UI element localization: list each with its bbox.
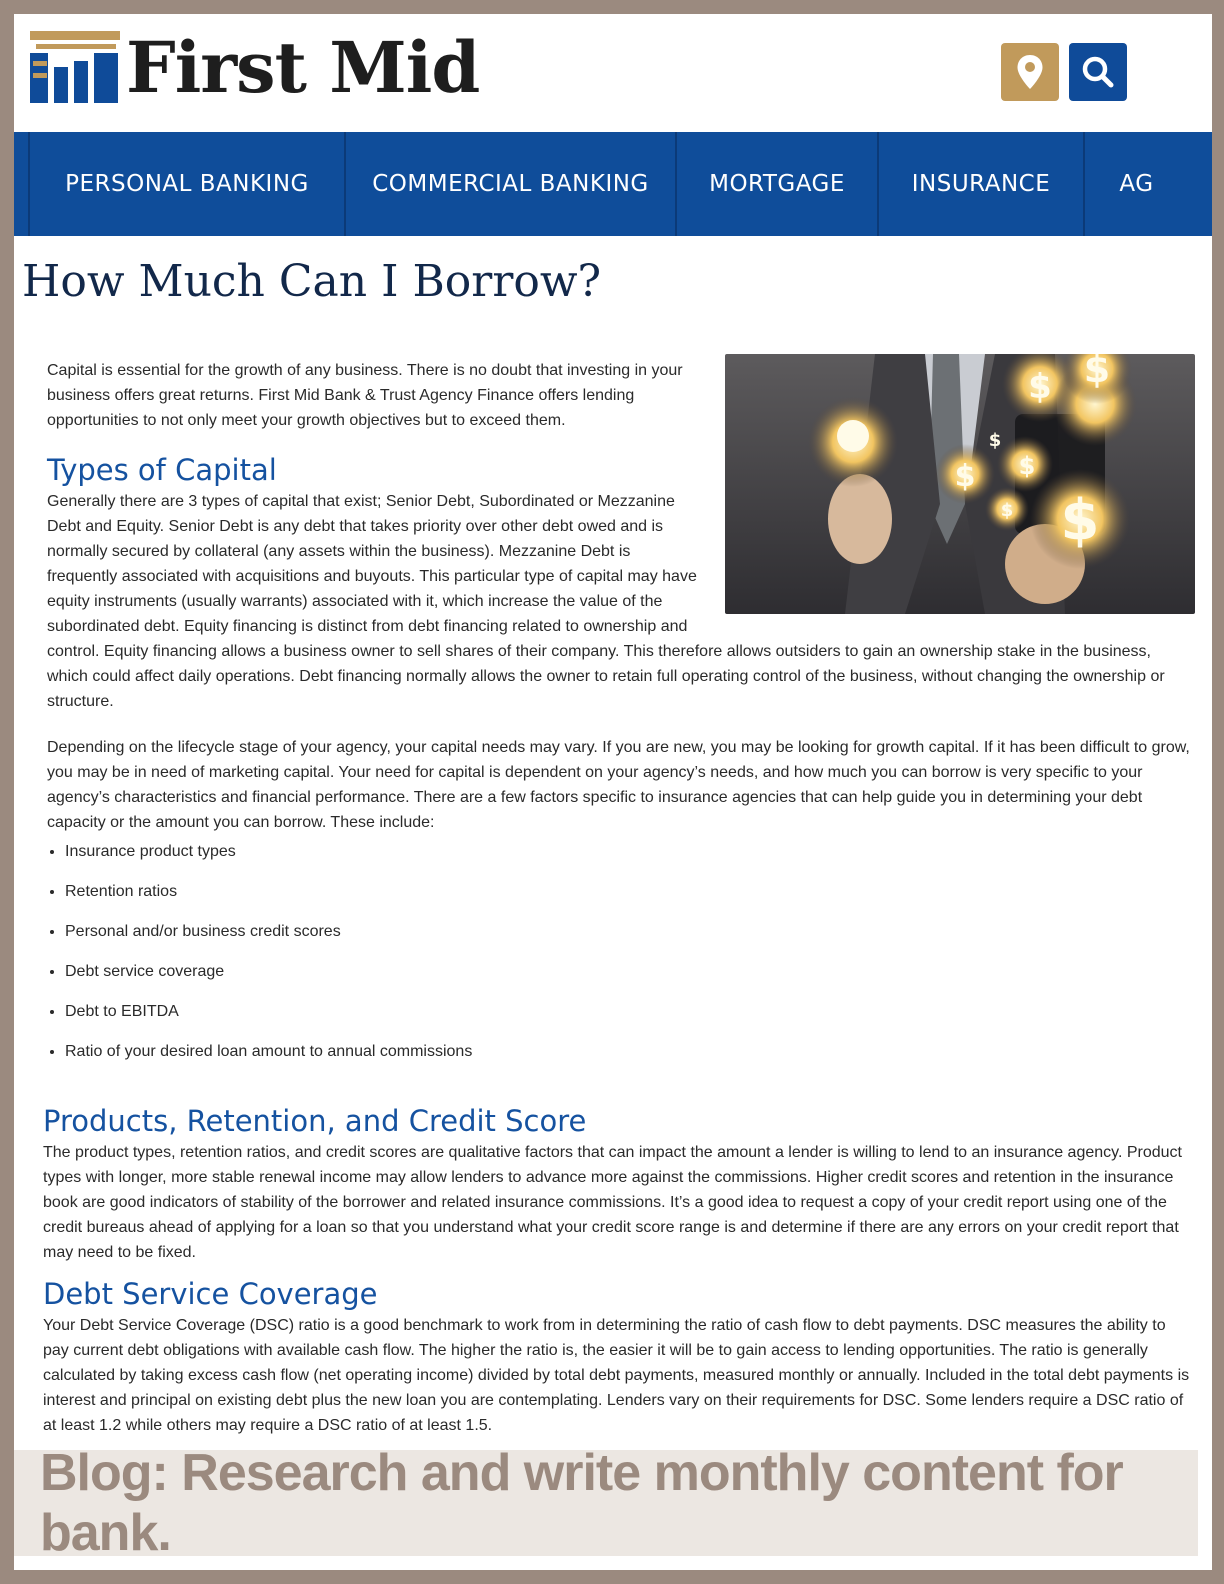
debt-service-coverage-paragraph: Your Debt Service Coverage (DSC) ratio is a good benchmark to work from in determining the ratio of cash flow to debt payments. DSC measures the ability to pay current debt obligations with available cash flow. The higher the ratio is, the easier it will be to gain access to lending opportunities. The ratio is generally calculated by taking excess cash flow (net operating income) divided by total debt payments, measured monthly or annually. Included in the total debt payments is interest and principal on existing debt plus the new loan you are contemplating. Lenders vary on their requirements for DSC. Some lenders require a DSC ratio of at least 1.2 while others may require a DSC ratio of at least 1.5. xyxy=(43,1317,1190,1434)
factors-list xyxy=(47,839,1195,1064)
nav-insurance[interactable]: INSURANCE xyxy=(877,132,1083,236)
list-item: • Debt to EBITDA xyxy=(65,999,1195,1024)
nav-commercial-banking[interactable]: COMMERCIAL BANKING xyxy=(344,132,675,236)
svg-text:$: $ xyxy=(988,430,1002,451)
page-title: How Much Can I Borrow? xyxy=(22,256,602,307)
hero-image xyxy=(725,354,1195,614)
main-nav xyxy=(14,132,1212,236)
site-header xyxy=(14,14,1212,132)
list-item: • Ratio of your desired loan amount to annual commissions xyxy=(65,1039,1195,1064)
nav-personal-banking[interactable]: PERSONAL BANKING xyxy=(28,132,344,236)
nav-ag[interactable]: AG xyxy=(1083,132,1188,236)
caption-text: Blog: Research and write monthly content for bank. xyxy=(40,1444,1123,1562)
list-item: • Retention ratios xyxy=(65,879,1195,904)
article-body-lower xyxy=(43,1102,1195,1438)
svg-text:$: $ xyxy=(1083,354,1111,391)
svg-text:$: $ xyxy=(1028,367,1052,407)
caption-banner xyxy=(14,1444,1198,1562)
search-button[interactable] xyxy=(1069,43,1127,101)
svg-text:$: $ xyxy=(1000,500,1014,521)
list-item: • Insurance product types xyxy=(65,839,1195,864)
map-pin-icon xyxy=(1016,54,1044,90)
types-of-capital-heading: Types of Capital xyxy=(47,453,277,487)
logo[interactable] xyxy=(30,28,479,108)
logo-text: First Mid xyxy=(126,26,480,109)
svg-text:$: $ xyxy=(1060,488,1100,553)
products-retention-paragraph: The product types, retention ratios, and credit scores are qualitative factors that can impact the amount a lender is willing to lend to an insurance agency. Product types with longer, more stable renewal income may allow lenders to advance more against the commissions. Higher credit scores and retention in the insurance book are good indicators of stability of the borrower and related insurance commissions. It’s a good idea to request a copy of your credit report using one of the credit bureaus ahead of applying for a loan so that you understand what your credit score range is and determine if there are any errors on your credit report that may need to be fixed. xyxy=(43,1144,1182,1261)
location-button[interactable] xyxy=(1001,43,1059,101)
list-item: • Debt service coverage xyxy=(65,959,1195,984)
debt-service-coverage-heading: Debt Service Coverage xyxy=(43,1277,378,1311)
products-retention-heading: Products, Retention, and Credit Score xyxy=(43,1104,587,1138)
lifecycle-paragraph: Depending on the lifecycle stage of your agency, your capital needs may vary. If you are new, you may be looking for growth capital. If it has been difficult to grow, you may be in need of marketing capital. Your need for capital is dependent on your agency’s needs, and how much you can borrow is very specific to your agency’s characteristics and financial performance. There are a few factors specific to insurance agencies that can help guide you in determining your debt capacity or the amount you can borrow. These include: xyxy=(47,739,1190,831)
logo-columns-icon xyxy=(30,31,120,105)
nav-mortgage[interactable]: MORTGAGE xyxy=(675,132,877,236)
article-body xyxy=(47,344,1195,1079)
list-item: • Personal and/or business credit scores xyxy=(65,919,1195,944)
svg-text:$: $ xyxy=(954,459,976,494)
svg-text:$: $ xyxy=(1018,452,1036,480)
intro-paragraph: Capital is essential for the growth of any business. There is no doubt that investing in your business offers great returns. First Mid Bank & Trust Agency Finance offers lending opportunities to not only meet your growth objectives but to exceed them. xyxy=(47,362,683,429)
search-icon xyxy=(1080,54,1116,90)
types-of-capital-paragraph: Generally there are 3 types of capital that exist; Senior Debt, Subordinated or Mezzanine Debt and Equity. Senior Debt is any debt that takes priority over other debt owed and is normally secured by collateral (any assets within the business). Mezzanine Debt is frequently associated with acquisitions and buyouts. This particular type of capital may have equity instruments (usually warrants) associated with it, which increase the value of the subordinated debt. Equity financing is distinct from debt financing related to ownership and control. Equity financing allows a business owner to sell shares of their company. This therefore allows outsiders to gain an ownership stake in the business, which could affect daily operations. Debt financing normally allows the owner to retain full operating control of the business, without changing the ownership or structure. xyxy=(47,493,1165,710)
page-frame xyxy=(14,14,1212,1570)
